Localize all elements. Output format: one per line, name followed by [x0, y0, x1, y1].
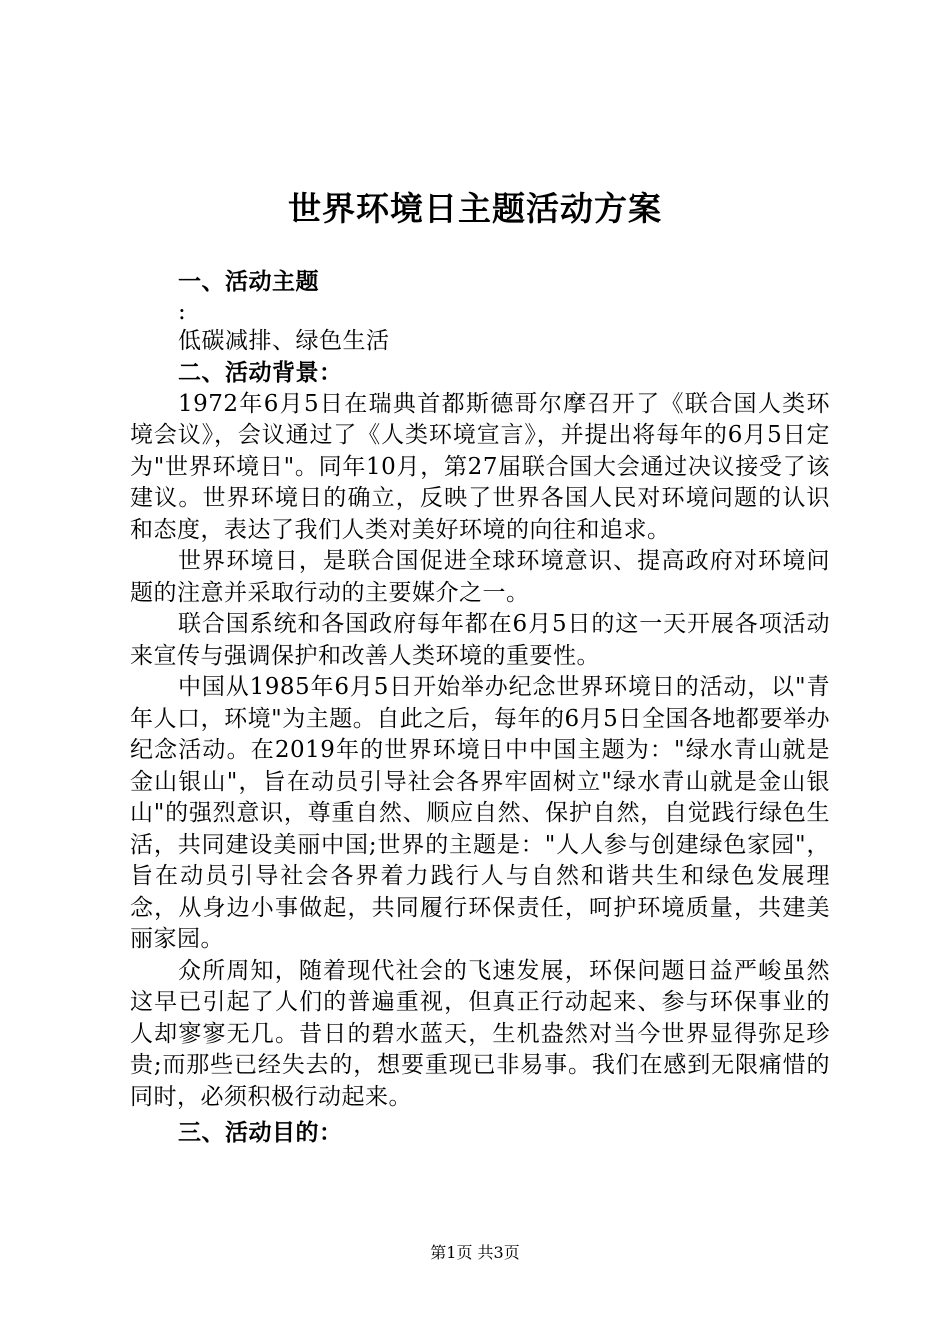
section-heading-goals: 三、活动目的：	[178, 1119, 343, 1146]
document-body	[130, 266, 830, 1149]
document-title: 世界环境日主题活动方案	[288, 189, 662, 228]
section-colon: :	[178, 298, 187, 325]
paragraph-china: 中国从1985年6月5日开始举办纪念世界环境日的活动，以"青年人口，环境"为主题。自此之后，每年的6月5日全国各地都要举办纪念活动。在2019年的世界环境日中中国主题为："绿水青山就是金山银山"，旨在动员引导社会各界牢固树立"绿水青山就是金山银山"的强烈意识，尊重自然、顺应自然、保护自然，自觉践行绿色生活，共同建设美丽中国;世界的主题是："人人参与创建绿色家园"，旨在动员引导社会各界着力践行人与自然和谐共生和绿色发展理念，从身边小事做起，共同履行环保责任，呵护环境质量，共建美丽家园。	[130, 674, 830, 952]
page-footer: 第1页 共3页	[430, 1243, 520, 1262]
activity-theme-text: 低碳减排、绿色生活	[178, 327, 390, 354]
section-heading-background: 二、活动背景：	[178, 359, 343, 386]
paragraph-purpose: 世界环境日，是联合国促进全球环境意识、提高政府对环境问题的注意并采取行动的主要媒介之一。	[130, 548, 830, 606]
paragraph-awareness: 众所周知，随着现代社会的飞速发展，环保问题日益严峻虽然这早已引起了人们的普遍重视，但真正行动起来、参与环保事业的人却寥寥无几。昔日的碧水蓝天，生机盎然对当今世界显得弥足珍贵;而那些已经失去的，想要重现已非易事。我们在感到无限痛惜的同时，必须积极行动起来。	[130, 957, 830, 1110]
section-heading-theme: 一、活动主题	[178, 268, 319, 295]
paragraph-un-activities: 联合国系统和各国政府每年都在6月5日的这一天开展各项活动来宣传与强调保护和改善人类环境的重要性。	[130, 611, 830, 669]
paragraph-history: 1972年6月5日在瑞典首都斯德哥尔摩召开了《联合国人类环境会议》，会议通过了《人类环境宣言》，并提出将每年的6月5日定为"世界环境日"。同年10月，第27届联合国大会通过决议接受了该建议。世界环境日的确立，反映了世界各国人民对环境问题的认识和态度，表达了我们人类对美好环境的向往和追求。	[130, 390, 830, 543]
